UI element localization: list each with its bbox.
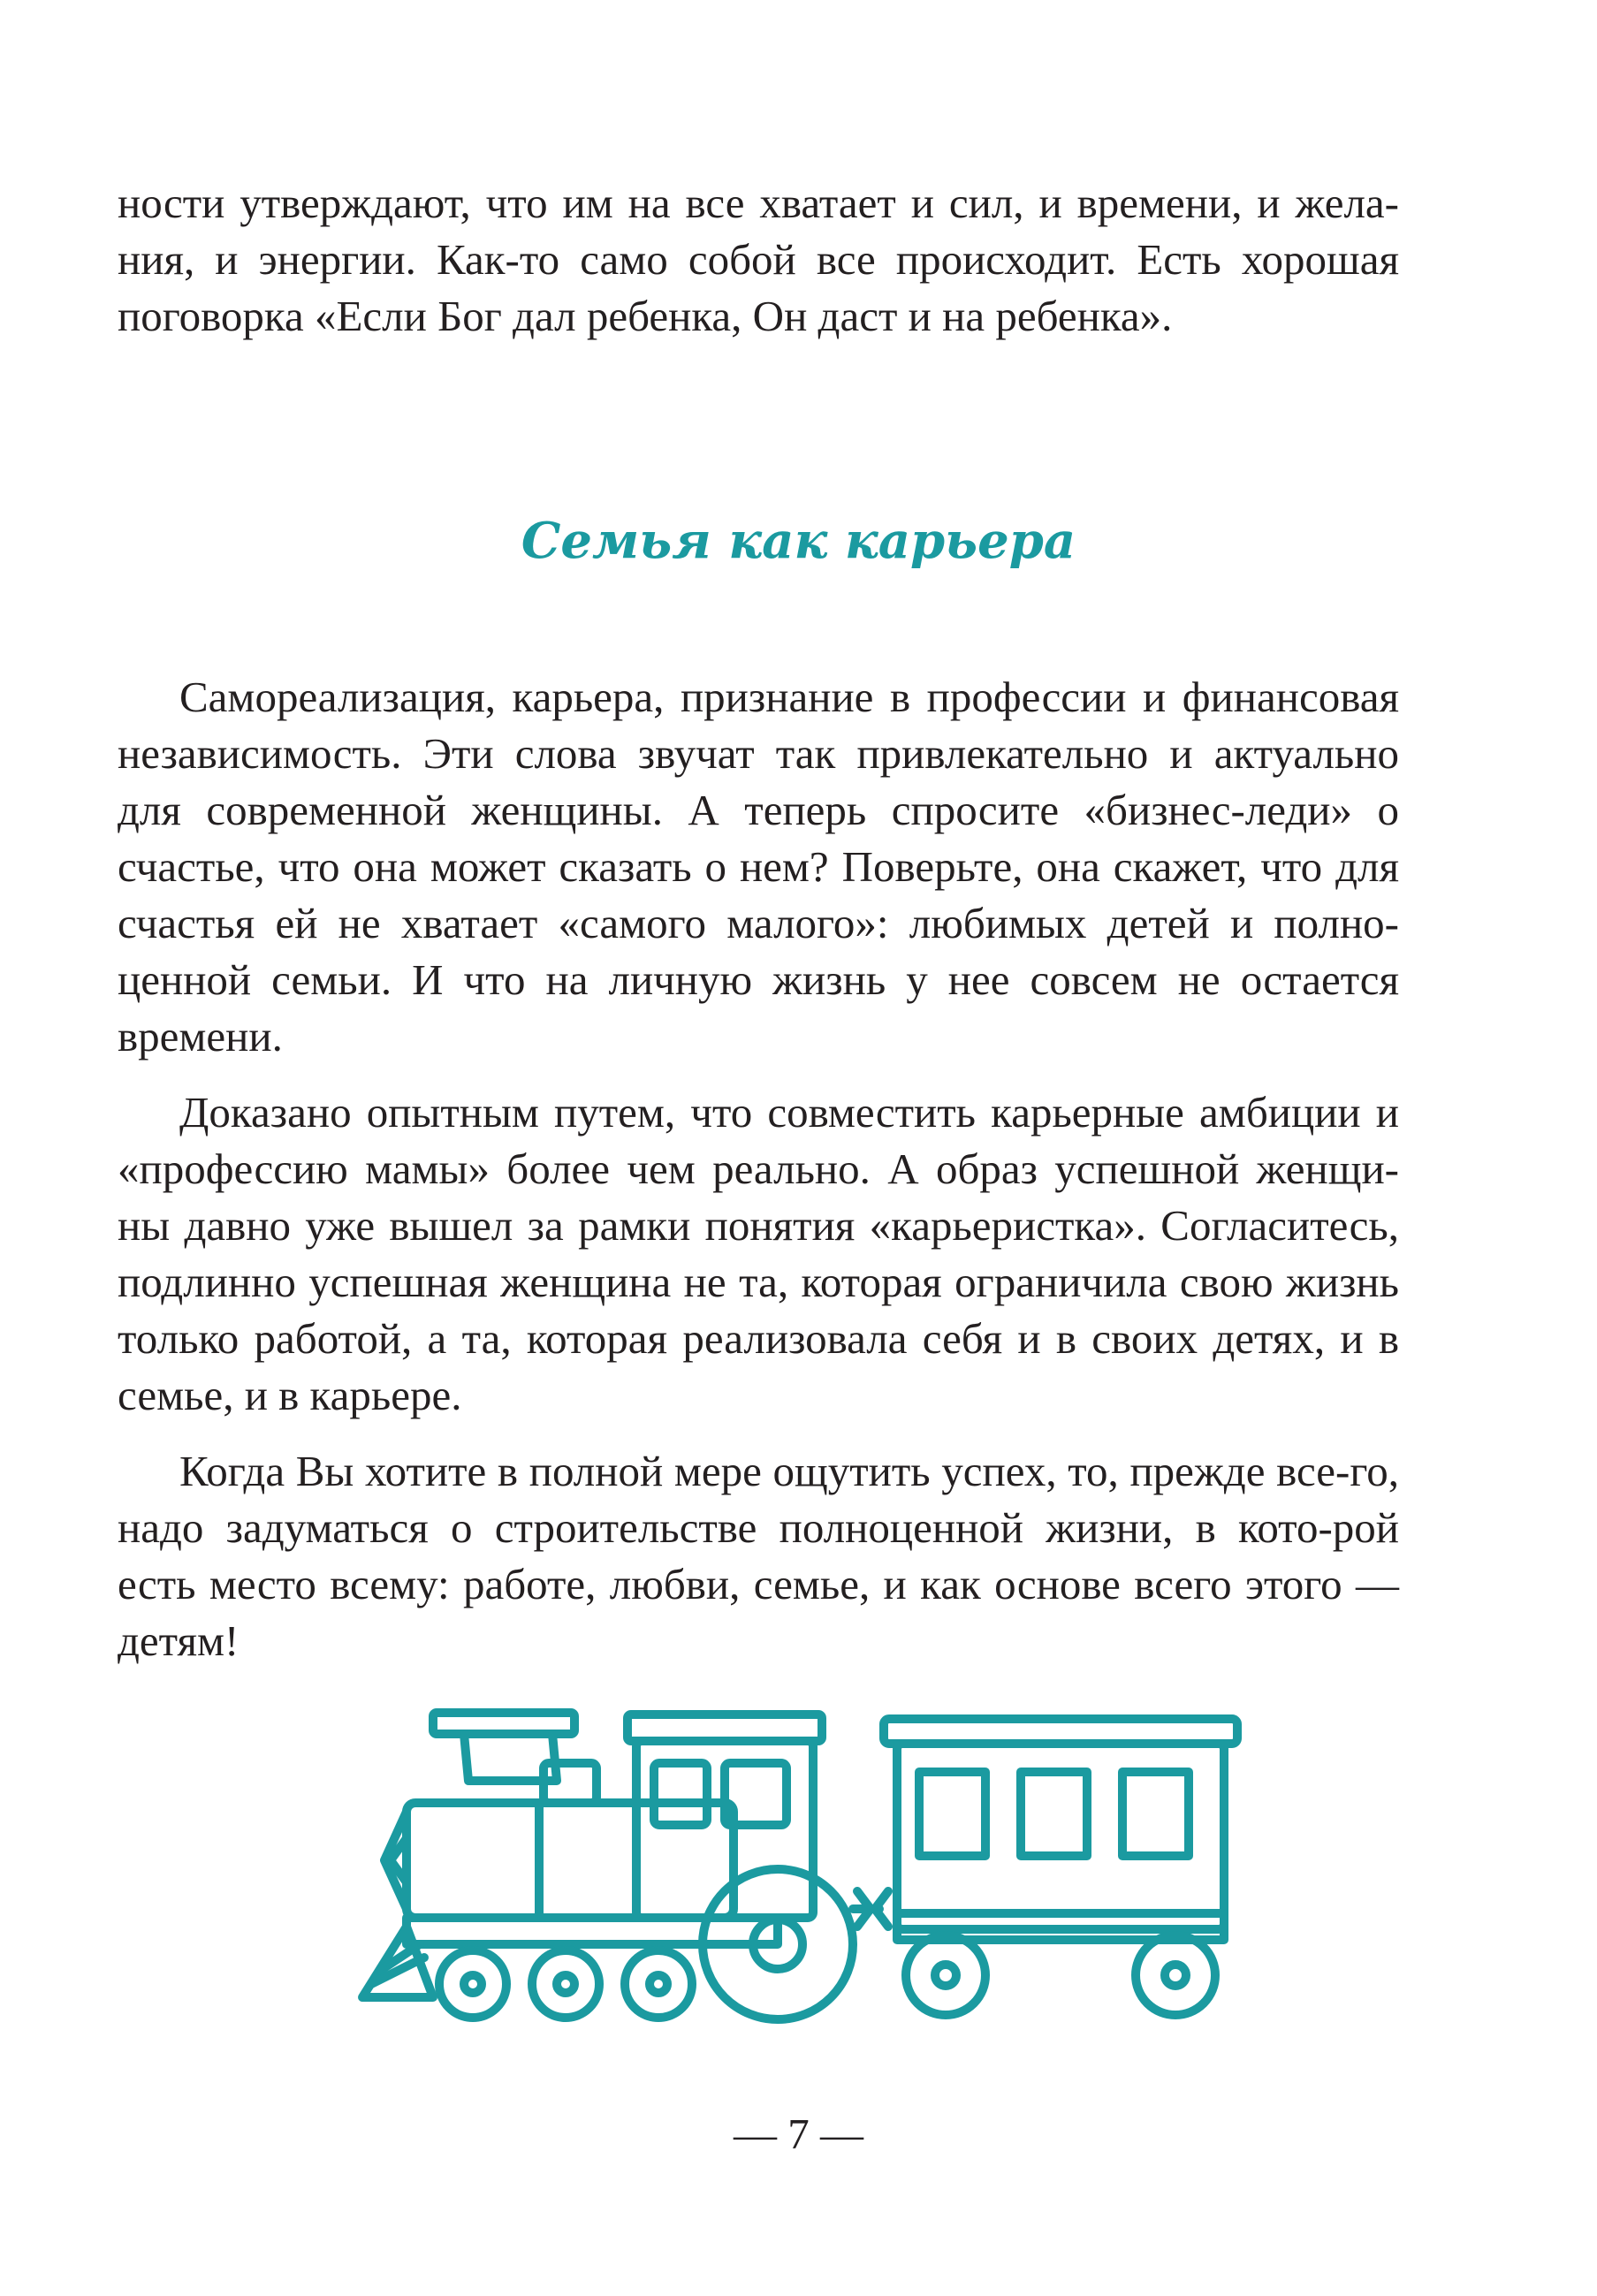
paragraph-2: Доказано опытным путем, что совместить карьерные амбиции и «профессию мамы» более чем реально. А образ успешной женщи-ны давно уже вышел за рамки понятия «карьеристка». Согласитесь, подлинно успешная женщина не та, которая ограничила свою жизнь только работой, а та, которая реализовала себя и в своих детях, и в семье, и в карьере. [118, 1088, 1399, 1419]
wagon-wheel-1 [906, 1935, 985, 2015]
train-icon [336, 1706, 1255, 2041]
wheel-1 [439, 1950, 506, 2018]
wheel-3 [625, 1950, 692, 2018]
cab-window-left [654, 1763, 707, 1825]
page-number: — 7 — [734, 2110, 863, 2158]
wagon-window-1 [919, 1772, 985, 1856]
paragraph-3: Когда Вы хотите в полной мере ощутить успех, то, прежде все-го, надо задуматься о строительстве полноценной жизни, в кото-рой есть место всему: работе, любви, семье, и как основе всего этого — детям! [118, 1447, 1399, 1665]
intro-paragraph-block [118, 175, 1399, 345]
wheel-2 [532, 1950, 599, 2018]
section-heading: Семья как карьера [521, 512, 1076, 570]
wagon-window-2 [1021, 1772, 1087, 1856]
intro-paragraph: ности утверждают, что им на все хватает и сил, и времени, и жела-ния, и энергии. Как-то само собой все происходит. Есть хорошая поговорка «Если Бог дал ребенка, Он даст и на ребенка». [118, 179, 1399, 340]
boiler [407, 1803, 734, 1918]
wagon-window-3 [1122, 1772, 1189, 1856]
wagon-wheel-2 [1136, 1935, 1215, 2015]
section-body [118, 669, 1399, 1669]
chassis [407, 1918, 778, 1944]
paragraph-1: Самореализация, карьера, признание в профессии и финансовая независимость. Эти слова звучат так привлекательно и актуально для современной женщины. А теперь спросите «бизнес-леди» о счастье, что она может сказать о нем? Поверьте, она скажет, что для счастья ей не хватает «самого малого»: любимых детей и полно-ценной семьи. И что на личную жизнь у нее совсем не остается времени. [118, 673, 1399, 1061]
